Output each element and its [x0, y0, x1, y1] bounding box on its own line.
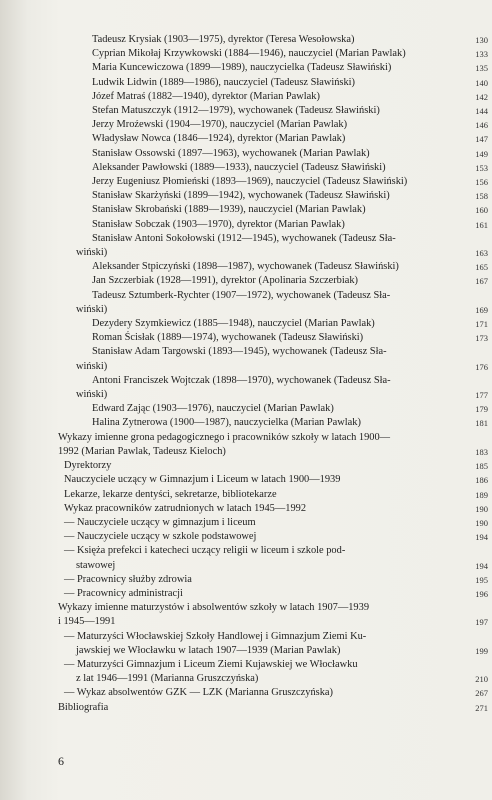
toc-entry	[58, 459, 488, 473]
toc-entry	[58, 260, 488, 274]
toc-entry-page: 199	[475, 645, 488, 656]
toc-entry-page: 186	[475, 475, 488, 486]
toc-entry-title: Halina Zytnerowa (1900—1987), nauczycielka (Marian Pawlak)	[92, 417, 361, 429]
toc-entry-title: Aleksander Stpiczyński (1898—1987), wychowanek (Tadeusz Sławiński)	[92, 261, 399, 273]
toc-entry-page: 185	[475, 461, 488, 472]
toc-entry	[58, 303, 488, 317]
toc-entry-title: Lekarze, lekarze dentyści, sekretarze, bibliotekarze	[64, 488, 277, 500]
toc-entry	[58, 559, 488, 573]
toc-entry-title: — Nauczyciele uczący w gimnazjum i liceum	[64, 516, 256, 528]
toc-entry	[58, 218, 488, 232]
toc-entry-page: 267	[475, 688, 488, 699]
toc-entry	[58, 147, 488, 161]
toc-entry-page: 147	[475, 134, 488, 145]
toc-entry-title: Edward Zając (1903—1976), nauczyciel (Marian Pawlak)	[92, 403, 334, 415]
toc-entry-page: 190	[475, 503, 488, 514]
toc-entry	[58, 331, 488, 345]
toc-entry-page: 195	[475, 574, 488, 585]
toc-entry	[58, 416, 488, 430]
toc-entry	[58, 445, 488, 459]
toc-entry-title: wiński)	[76, 389, 108, 401]
toc-entry-title: Stefan Matuszczyk (1912—1979), wychowanek (Tadeusz Sławiński)	[92, 105, 380, 117]
toc-entry-title: Jan Szczerbiak (1928—1991), dyrektor (Apolinaria Szczerbiak)	[92, 275, 359, 287]
toc-entry-title: Ludwik Lidwin (1889—1986), nauczyciel (Tadeusz Sławiński)	[92, 76, 356, 88]
toc-entry-page: 153	[475, 162, 488, 173]
toc-entry-title: Jerzy Mroźewski (1904—1970), nauczyciel (Marian Pawlak)	[92, 119, 348, 131]
toc-entry-page: 173	[475, 333, 488, 344]
toc-entry-title: z lat 1946—1991 (Marianna Gruszczyńska)	[76, 673, 259, 685]
toc-entry	[58, 61, 488, 75]
toc-entry-title: Dyrektorzy	[64, 460, 112, 472]
toc-entry	[58, 402, 488, 416]
toc-entry-title: Wykaz pracowników zatrudnionych w latach 1945—1992	[64, 502, 307, 514]
toc-entry	[58, 345, 488, 359]
toc-entry-title: Władysław Nowca (1846—1924), dyrektor (Marian Pawlak)	[92, 133, 346, 145]
toc-entry-page: 183	[475, 446, 488, 457]
toc-entry-title: — Nauczyciele uczący w szkole podstawowej	[64, 531, 257, 543]
toc-entry-page: 171	[475, 319, 488, 330]
toc-entry-page: 133	[475, 49, 488, 60]
toc-entry-title: wiński)	[76, 303, 108, 315]
toc-entry-page: 177	[475, 390, 488, 401]
toc-entry-title: Nauczyciele uczący w Gimnazjum i Liceum w latach 1900—1939	[64, 474, 341, 486]
toc-entry	[58, 573, 488, 587]
toc-entry	[58, 132, 488, 146]
toc-entry	[58, 90, 488, 104]
toc-entry-title: 1992 (Marian Pawlak, Tadeusz Kieloch)	[58, 445, 226, 457]
toc-entry-page: 165	[475, 262, 488, 273]
toc-entry-title: — Wykaz absolwentów GZK — LZK (Marianna Gruszczyńska)	[64, 687, 333, 699]
toc-entry-title: Dezydery Szymkiewicz (1885—1948), nauczyciel (Marian Pawlak)	[92, 318, 375, 330]
page-number: 6	[58, 754, 64, 768]
toc-entry-title: Aleksander Pawłowski (1889—1933), nauczyciel (Tadeusz Sławiński)	[92, 161, 386, 173]
toc-entry-page: 161	[475, 219, 488, 230]
toc-entry-title: Stanisław Adam Targowski (1893—1945), wychowanek (Tadeusz Sła-	[92, 346, 387, 358]
table-of-contents	[58, 33, 488, 715]
toc-entry-title: wiński)	[76, 247, 108, 259]
toc-entry	[58, 76, 488, 90]
toc-entry	[58, 33, 488, 47]
toc-entry-title: Stanisław Antoni Sokołowski (1912—1945), wychowanek (Tadeusz Sła-	[92, 232, 396, 244]
toc-entry	[58, 644, 488, 658]
toc-entry	[58, 502, 488, 516]
toc-entry	[58, 232, 488, 246]
toc-entry-title: Stanisław Ossowski (1897—1963), wychowanek (Marian Pawlak)	[92, 147, 370, 159]
toc-entry-title: Stanisław Skrobański (1889—1939), nauczyciel (Marian Pawlak)	[92, 204, 366, 216]
toc-entry-page: 190	[475, 517, 488, 528]
toc-entry	[58, 516, 488, 530]
toc-entry	[58, 701, 488, 715]
toc-entry-title: — Maturzyści Gimnazjum i Liceum Ziemi Kujawskiej we Włocławku	[64, 658, 358, 670]
toc-entry	[58, 658, 488, 672]
toc-entry-page: 142	[475, 91, 488, 102]
toc-entry-page: 146	[475, 120, 488, 131]
toc-entry-page: 181	[475, 418, 488, 429]
toc-entry-page: 197	[475, 617, 488, 628]
toc-entry-title: wiński)	[76, 360, 108, 372]
toc-entry-page: 140	[475, 77, 488, 88]
toc-entry-page: 144	[475, 106, 488, 117]
toc-entry-page: 135	[475, 63, 488, 74]
toc-entry	[58, 686, 488, 700]
toc-entry-title: Jerzy Eugeniusz Płomieński (1893—1969), nauczyciel (Tadeusz Sławiński)	[92, 176, 408, 188]
toc-entry-page: 167	[475, 276, 488, 287]
toc-entry	[58, 118, 488, 132]
toc-entry	[58, 630, 488, 644]
toc-entry-title: — Maturzyści Włocławskiej Szkoły Handlowej i Gimnazjum Ziemi Ku-	[64, 630, 367, 642]
toc-entry-title: — Pracownicy służby zdrowia	[64, 573, 192, 585]
toc-entry-page: 271	[475, 702, 488, 713]
toc-entry	[58, 374, 488, 388]
toc-entry-page: 194	[475, 532, 488, 543]
toc-entry-page: 196	[475, 588, 488, 599]
toc-entry	[58, 289, 488, 303]
toc-entry	[58, 388, 488, 402]
toc-entry-title: Antoni Franciszek Wojtczak (1898—1970), wychowanek (Tadeusz Sła-	[92, 374, 391, 386]
toc-entry-page: 158	[475, 191, 488, 202]
toc-entry-page: 210	[475, 674, 488, 685]
toc-entry	[58, 274, 488, 288]
toc-entry	[58, 161, 488, 175]
toc-entry-title: Cyprian Mikołaj Krzywkowski (1884—1946), nauczyciel (Marian Pawlak)	[92, 48, 406, 60]
toc-entry-title: Roman Ścisłak (1889—1974), wychowanek (Tadeusz Sławiński)	[92, 332, 364, 344]
toc-entry	[58, 189, 488, 203]
toc-entry-page: 130	[475, 35, 488, 45]
toc-entry	[58, 601, 488, 615]
toc-entry-title: stawowej	[76, 559, 116, 571]
toc-entry-title: Wykazy imienne grona pedagogicznego i pracowników szkoły w latach 1900—	[58, 431, 391, 443]
toc-entry	[58, 488, 488, 502]
toc-entry-title: Tadeusz Krysiak (1903—1975), dyrektor (Teresa Wesołowska)	[92, 34, 355, 45]
toc-entry-page: 194	[475, 560, 488, 571]
toc-entry-title: i 1945—1991	[58, 616, 116, 628]
toc-entry-title: — Księża prefekci i katecheci uczący religii w liceum i szkole pod-	[64, 545, 346, 557]
toc-entry-title: jawskiej we Włocławku w latach 1907—1939 (Marian Pawlak)	[76, 644, 341, 656]
toc-entry-page: 176	[475, 361, 488, 372]
toc-entry-page: 179	[475, 404, 488, 415]
toc-entry	[58, 544, 488, 558]
toc-entry	[58, 47, 488, 61]
toc-entry	[58, 672, 488, 686]
toc-entry-page: 189	[475, 489, 488, 500]
toc-entry-title: — Pracownicy administracji	[64, 587, 183, 599]
toc-entry-page: 156	[475, 177, 488, 188]
toc-entry-page: 160	[475, 205, 488, 216]
toc-entry	[58, 175, 488, 189]
toc-entry-title: Maria Kuncewiczowa (1899—1989), nauczycielka (Tadeusz Sławiński)	[92, 62, 392, 74]
toc-entry-title: Józef Matraś (1882—1940), dyrektor (Marian Pawlak)	[92, 90, 320, 102]
toc-entry	[58, 431, 488, 445]
toc-entry	[58, 317, 488, 331]
toc-entry-title: Stanisław Sobczak (1903—1970), dyrektor (Marian Pawlak)	[92, 218, 345, 230]
toc-entry-page: 169	[475, 304, 488, 315]
toc-entry	[58, 587, 488, 601]
toc-entry	[58, 530, 488, 544]
toc-entry	[58, 360, 488, 374]
toc-entry-title: Tadeusz Sztumberk-Rychter (1907—1972), wychowanek (Tadeusz Sła-	[92, 289, 391, 301]
toc-entry-page: 163	[475, 248, 488, 259]
toc-entry-title: Stanisław Skarżyński (1899—1942), wychowanek (Tadeusz Sławiński)	[92, 190, 390, 202]
toc-entry	[58, 203, 488, 217]
toc-entry	[58, 104, 488, 118]
toc-entry	[58, 246, 488, 260]
toc-entry	[58, 473, 488, 487]
toc-entry	[58, 615, 488, 629]
toc-entry-title: Wykazy imienne maturzystów i absolwentów szkoły w latach 1907—1939	[58, 602, 370, 614]
toc-entry-page: 149	[475, 148, 488, 159]
toc-entry-title: Bibliografia	[58, 701, 109, 713]
